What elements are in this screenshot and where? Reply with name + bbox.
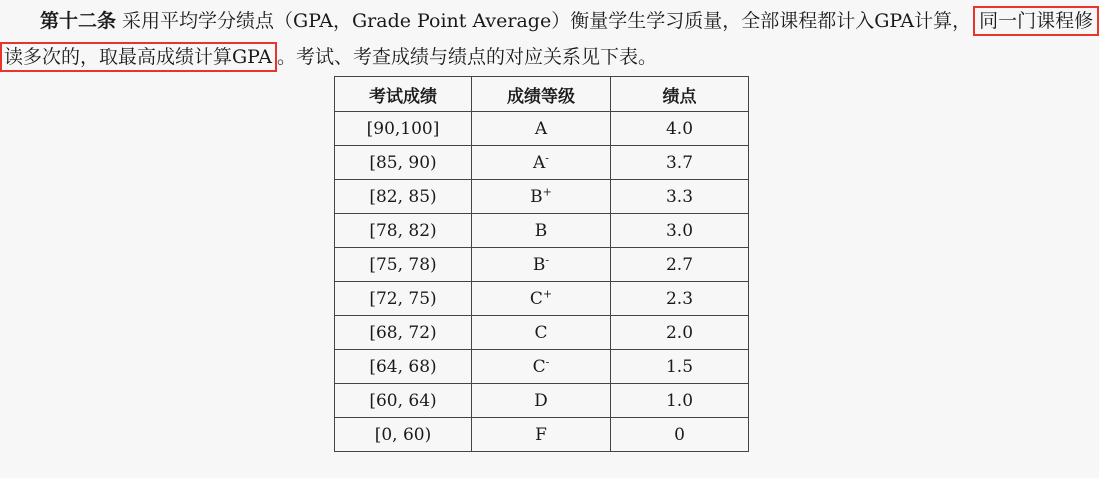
grade-point-cell: 4.0 (611, 112, 749, 146)
grade-modifier: - (545, 150, 549, 164)
score-range-cell: [75, 78) (335, 248, 472, 282)
score-range-cell: [85, 90) (335, 146, 472, 180)
grade-modifier: - (545, 252, 550, 266)
highlight-box-part1: 同一门课程修 (973, 6, 1099, 36)
score-range-cell: [68, 72) (335, 316, 472, 350)
gpa-table (334, 76, 749, 452)
table-row (335, 214, 749, 248)
grade-point-cell: 1.5 (611, 350, 749, 384)
grade-letter: F (535, 424, 547, 445)
grade-cell (472, 248, 611, 282)
grade-cell (472, 146, 611, 180)
grade-point-cell: 2.0 (611, 316, 749, 350)
grade-point-cell: 3.0 (611, 214, 749, 248)
grade-letter: C (529, 288, 543, 309)
paragraph-text-rest: 。考试、考查成绩与绩点的对应关系见下表。 (276, 46, 657, 68)
score-range-cell: [64, 68) (335, 350, 472, 384)
grade-cell (472, 180, 611, 214)
table-row (335, 316, 749, 350)
table-row (335, 112, 749, 146)
grade-point-cell: 1.0 (611, 384, 749, 418)
article-number: 第十二条 (40, 10, 117, 32)
score-range-cell: [60, 64) (335, 384, 472, 418)
grade-cell (472, 384, 611, 418)
header-grade: 成绩等级 (472, 77, 611, 112)
grade-point-cell: 0 (611, 418, 749, 452)
grade-point-cell: 2.7 (611, 248, 749, 282)
highlight-box-part2: 读多次的，取最高成绩计算GPA (0, 42, 277, 72)
grade-modifier: + (542, 184, 552, 198)
table-row (335, 180, 749, 214)
table-row (335, 418, 749, 452)
paragraph-line-2 (0, 42, 657, 72)
grade-letter: D (534, 390, 548, 411)
grade-letter: B (532, 254, 546, 275)
header-point: 绩点 (611, 77, 749, 112)
score-range-cell: [82, 85) (335, 180, 472, 214)
grade-letter: C (532, 356, 546, 377)
table-row (335, 384, 749, 418)
table-header-row (335, 77, 749, 112)
grade-modifier: - (545, 354, 550, 368)
grade-letter: B (530, 186, 543, 207)
table-row (335, 350, 749, 384)
table-row (335, 248, 749, 282)
table-row (335, 146, 749, 180)
grade-cell (472, 418, 611, 452)
grade-point-cell: 2.3 (611, 282, 749, 316)
score-range-cell: [90,100] (335, 112, 472, 146)
grade-cell (472, 316, 611, 350)
grade-cell (472, 214, 611, 248)
grade-point-cell: 3.7 (611, 146, 749, 180)
grade-cell (472, 112, 611, 146)
score-range-cell: [78, 82) (335, 214, 472, 248)
grade-point-cell: 3.3 (611, 180, 749, 214)
grade-letter: C (534, 322, 548, 343)
paragraph-line-1 (40, 6, 1099, 36)
grade-letter: B (534, 220, 548, 241)
grade-letter: A (533, 152, 546, 173)
paragraph-text: 采用平均学分绩点（GPA，Grade Point Average）衡量学生学习质量，全部课程都计入GPA计算， (116, 10, 972, 32)
grade-cell (472, 350, 611, 384)
score-range-cell: [0, 60) (335, 418, 472, 452)
grade-letter: A (534, 118, 548, 139)
header-score: 考试成绩 (335, 77, 472, 112)
score-range-cell: [72, 75) (335, 282, 472, 316)
table-row (335, 282, 749, 316)
grade-cell (472, 282, 611, 316)
grade-modifier: + (542, 286, 553, 300)
